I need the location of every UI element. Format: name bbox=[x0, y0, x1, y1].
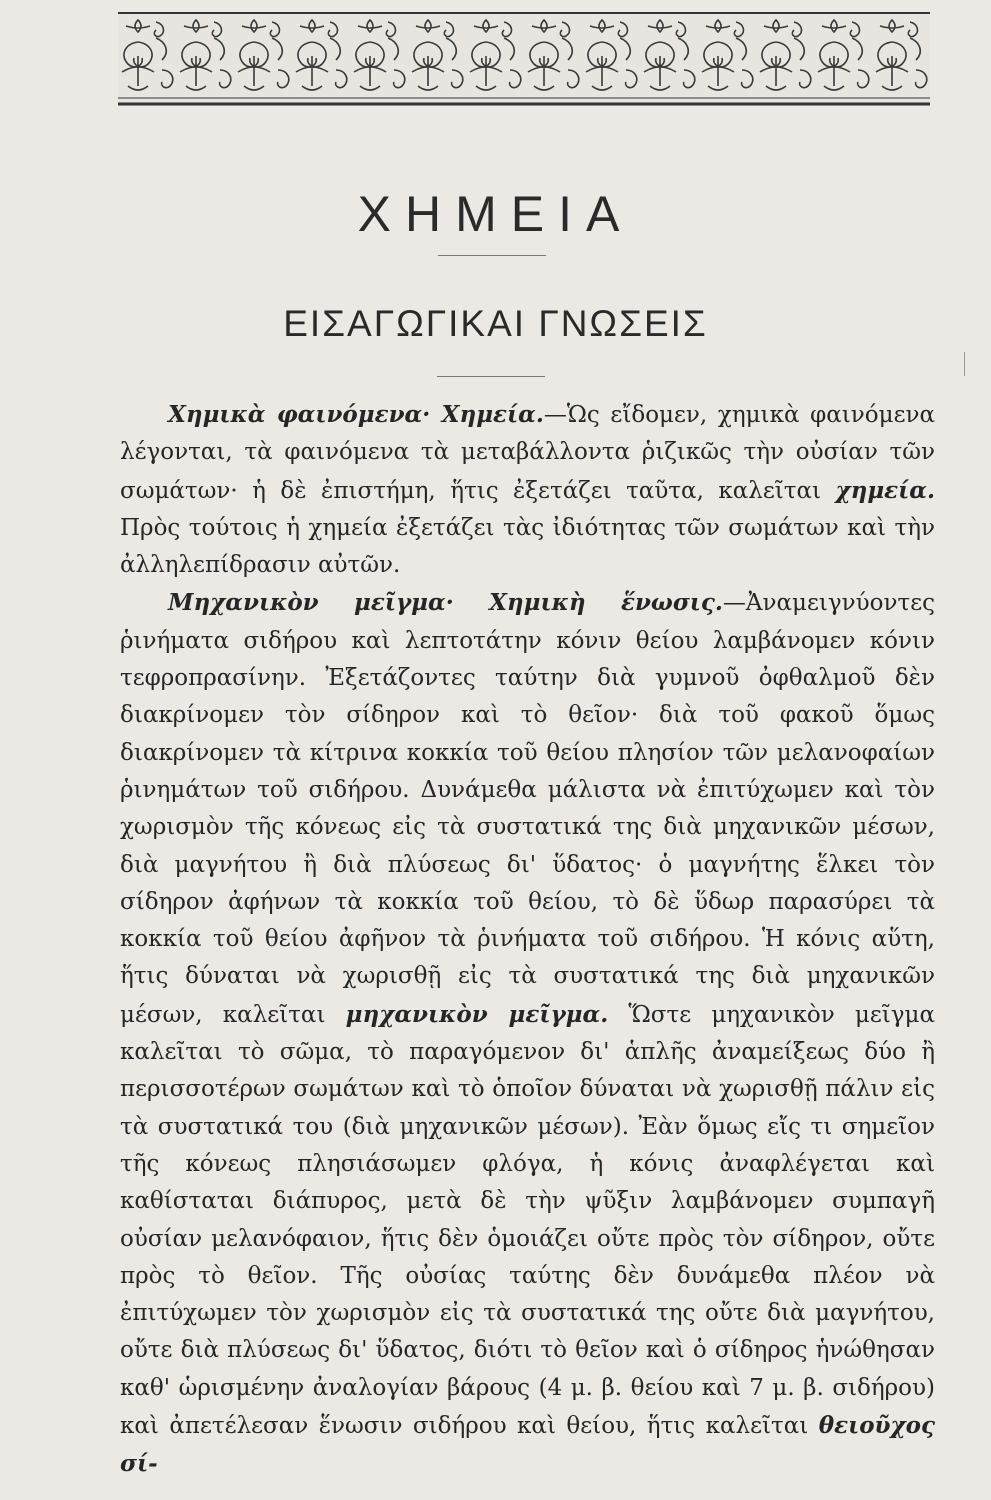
page-title: ΧΗΜΕΙΑ bbox=[357, 186, 634, 242]
paragraph-text: Πρὸς τούτοις ἡ χημεία ἐξετάζει τὰς ἰδιότητας τῶν σωμάτων καὶ τὴν ἀλληλεπίδρασιν αὐτῶν. bbox=[120, 514, 935, 579]
body-text bbox=[120, 396, 935, 1484]
paragraph-lead: Μηχανικὸν μεῖγμα· Χημικὴ ἕνωσις. bbox=[168, 589, 723, 617]
key-term: χημεία. bbox=[835, 476, 935, 504]
subtitle-underline bbox=[437, 376, 545, 377]
paragraph-lead: Χημικὰ φαινόμενα· Χημεία. bbox=[168, 401, 544, 428]
paragraph-text: Ὥστε μηχανικὸν μεῖγμα καλεῖται τὸ σῶμα, τὸ παραγόμενον δι' ἁπλῆς ἀναμείξεως δύο ἢ περισσοτέρων σωμάτων καὶ τὸ ὁποῖον δύναται νὰ χωρισθῇ πάλιν εἰς τὰ συστατικά του (διὰ μηχανικῶν μέσων). Ἐὰν ὅμως εἴς τι σημεῖον τῆς κόνεως πλησιάσωμεν φλόγα, ἡ κόνις ἀναφλέγεται καὶ καθίσταται διάπυρος, μετὰ δὲ τὴν ψῦξιν λαμβάνομεν συμπαγῆ οὐσίαν μελανόφαιον, ἥτις δὲν ὁμοιάζει οὔτε πρὸς τὸν σίδηρον, οὔτε πρὸς τὸ θεῖον. Τῆς οὐσίας ταύτης δὲν δυνάμεθα πλέον νὰ ἐπιτύχωμεν τὸν χωρισμὸν εἰς τὰ συστατικά της οὔτε διὰ μαγνήτου, οὔτε διὰ πλύσεως δι' ὕδατος, διότι τὸ θεῖον καὶ ὁ σίδηρος ἡνώθησαν καθ' ὡρισμένην ἀναλογίαν βάρους (4 μ. β. θείου καὶ 7 μ. β. σιδήρου) καὶ ἀπετέλεσαν ἕνωσιν σιδήρου καὶ θείου, ἥτις καλεῖται bbox=[120, 1001, 935, 1440]
margin-mark bbox=[964, 352, 965, 376]
paragraph-mixture-compound bbox=[120, 584, 935, 1483]
paragraph-chemical-phenomena bbox=[120, 396, 935, 584]
section-subtitle: ΕΙΣΑΓΩΓΙΚΑΙ ΓΝΩΣΕΙΣ bbox=[283, 303, 708, 344]
key-term: θειοῦχος σί- bbox=[120, 1412, 935, 1478]
paragraph-text: —Ὡς εἴδομεν, χημικὰ φαινόμενα λέγονται, τὰ φαινόμενα τὰ μεταβάλλοντα ῥιζικῶς τὴν οὐσίαν τῶν σωμάτων· ἡ δὲ ἐπιστήμη, ἥτις ἐξετάζει ταῦτα, καλεῖται bbox=[120, 402, 936, 504]
title-underline bbox=[438, 255, 546, 256]
key-term: μηχανικὸν μεῖγμα. bbox=[345, 1000, 609, 1028]
ornamental-header-band bbox=[118, 12, 930, 106]
paragraph-text: —Ἀναμειγνύοντες ῥινήματα σιδήρου καὶ λεπτοτάτην κόνιν θείου λαμβάνομεν κόνιν τεφροπρασίνην. Ἐξετάζοντες ταύτην διὰ γυμνοῦ ὀφθαλμοῦ δὲν διακρίνομεν τὸν σίδηρον καὶ τὸ θεῖον· διὰ τοῦ φακοῦ ὅμως διακρίνομεν τὰ κίτρινα κοκκία τοῦ θείου πλησίον τῶν μελανοφαίων ῥινημάτων τοῦ σιδήρου. Δυνάμεθα μάλιστα νὰ ἐπιτύχωμεν καὶ τὸν χωρισμὸν τῆς κόνεως εἰς τὰ συστατικά της διὰ μηχανικῶν μέσων, διὰ μαγνήτου ἢ διὰ πλύσεως δι' ὕδατος· ὁ μαγνήτης ἕλκει τὸν σίδηρον ἀφήνων τὰ κοκκία τοῦ θείου, τὸ δὲ ὕδωρ παρασύρει τὰ κοκκία τοῦ θείου ἀφῆνον τὰ ῥινήματα τοῦ σιδήρου. Ἡ κόνις αὕτη, ἥτις δύναται νὰ χωρισθῇ εἰς τὰ συστατικά της διὰ μηχανικῶν μέσων, καλεῖται bbox=[120, 590, 935, 1028]
